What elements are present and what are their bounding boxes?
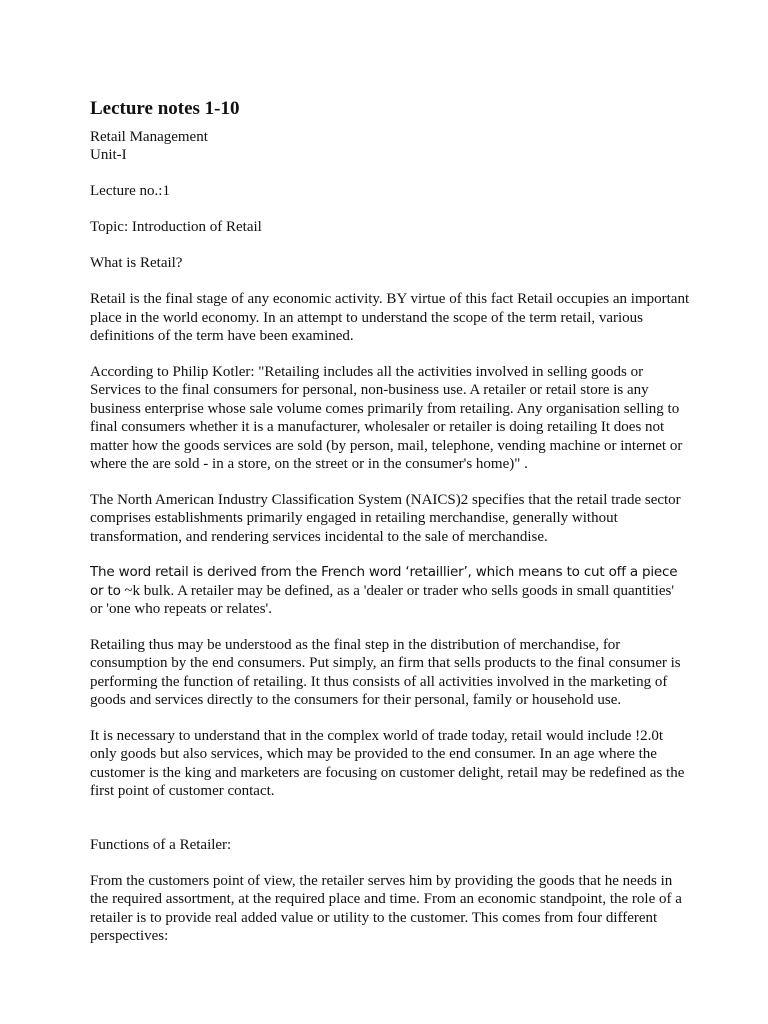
paragraph-retail-intro: Retail is the final stage of any economic activity. BY virtue of this fact Retail occupies an important place in the world economy. In an attempt to understand the scope of the term retail, various definitions of the term have been examined.: [90, 291, 690, 344]
etymology-rest: ~k bulk. A retailer may be defined, as a 'dealer or trader who sells goods in small quantities' or 'one who repeats or relates'.: [90, 582, 675, 617]
topic-line: Topic: Introduction of Retail: [90, 219, 262, 235]
paragraph-retailing-final-step: Retailing thus may be understood as the final step in the distribution of merchandise, for consumption by the end consumers. Put simply, an firm that sells products to the final consumer is performing the function of retailing. It thus consists of all activities involved in the marketing of goods and services directly to the consumers for their personal, family or household use.: [90, 636, 681, 708]
course-name: Retail Management: [90, 129, 208, 145]
etymology-first-line: The word retail is derived from the French word ‘retaillier’, which means to cut off a piece or to: [90, 564, 678, 599]
document-page: [90, 96, 690, 963]
paragraph-functions: From the customers point of view, the retailer serves him by providing the goods that he needs in the required assortment, at the required place and time. From an economic standpoint, the role of a retailer is to provide real added value or utility to the customer. This comes from four different perspectives:: [90, 872, 682, 944]
paragraph-kotler-definition: According to Philip Kotler: "Retailing includes all the activities involved in selling goods or Services to the final consumers for personal, non-business use. A retailer or retail store is any business enterprise whose sale volume comes primarily from retailing. Any organisation selling to final consumers whether it is a manufacturer, wholesaler or retailer is doing retailing It does not matter how the goods services are sold (by person, mail, telephone, vending machine or internet or where the are sold - in a store, on the street or in the consumer's home)" .: [90, 363, 683, 472]
paragraph-naics: The North American Industry Classification System (NAICS)2 specifies that the retail trade sector comprises establishments primarily engaged in retailing merchandise, generally without transformation, and rendering services incidental to the sale of merchandise.: [90, 491, 681, 545]
paragraph-retail-services: It is necessary to understand that in the complex world of trade today, retail would include !2.0t only goods but also services, which may be provided to the end consumer. In an age where the customer is the king and marketers are focusing on customer delight, retail may be redefined as the first point of customer contact.: [90, 727, 685, 799]
functions-heading: Functions of a Retailer:: [90, 836, 232, 853]
paragraph-etymology: [90, 563, 690, 619]
document-title: Lecture notes 1-10: [90, 98, 240, 119]
lecture-number: Lecture no.:1: [90, 183, 170, 199]
section-question: What is Retail?: [90, 255, 183, 271]
unit-label: Unit-I: [90, 147, 127, 163]
